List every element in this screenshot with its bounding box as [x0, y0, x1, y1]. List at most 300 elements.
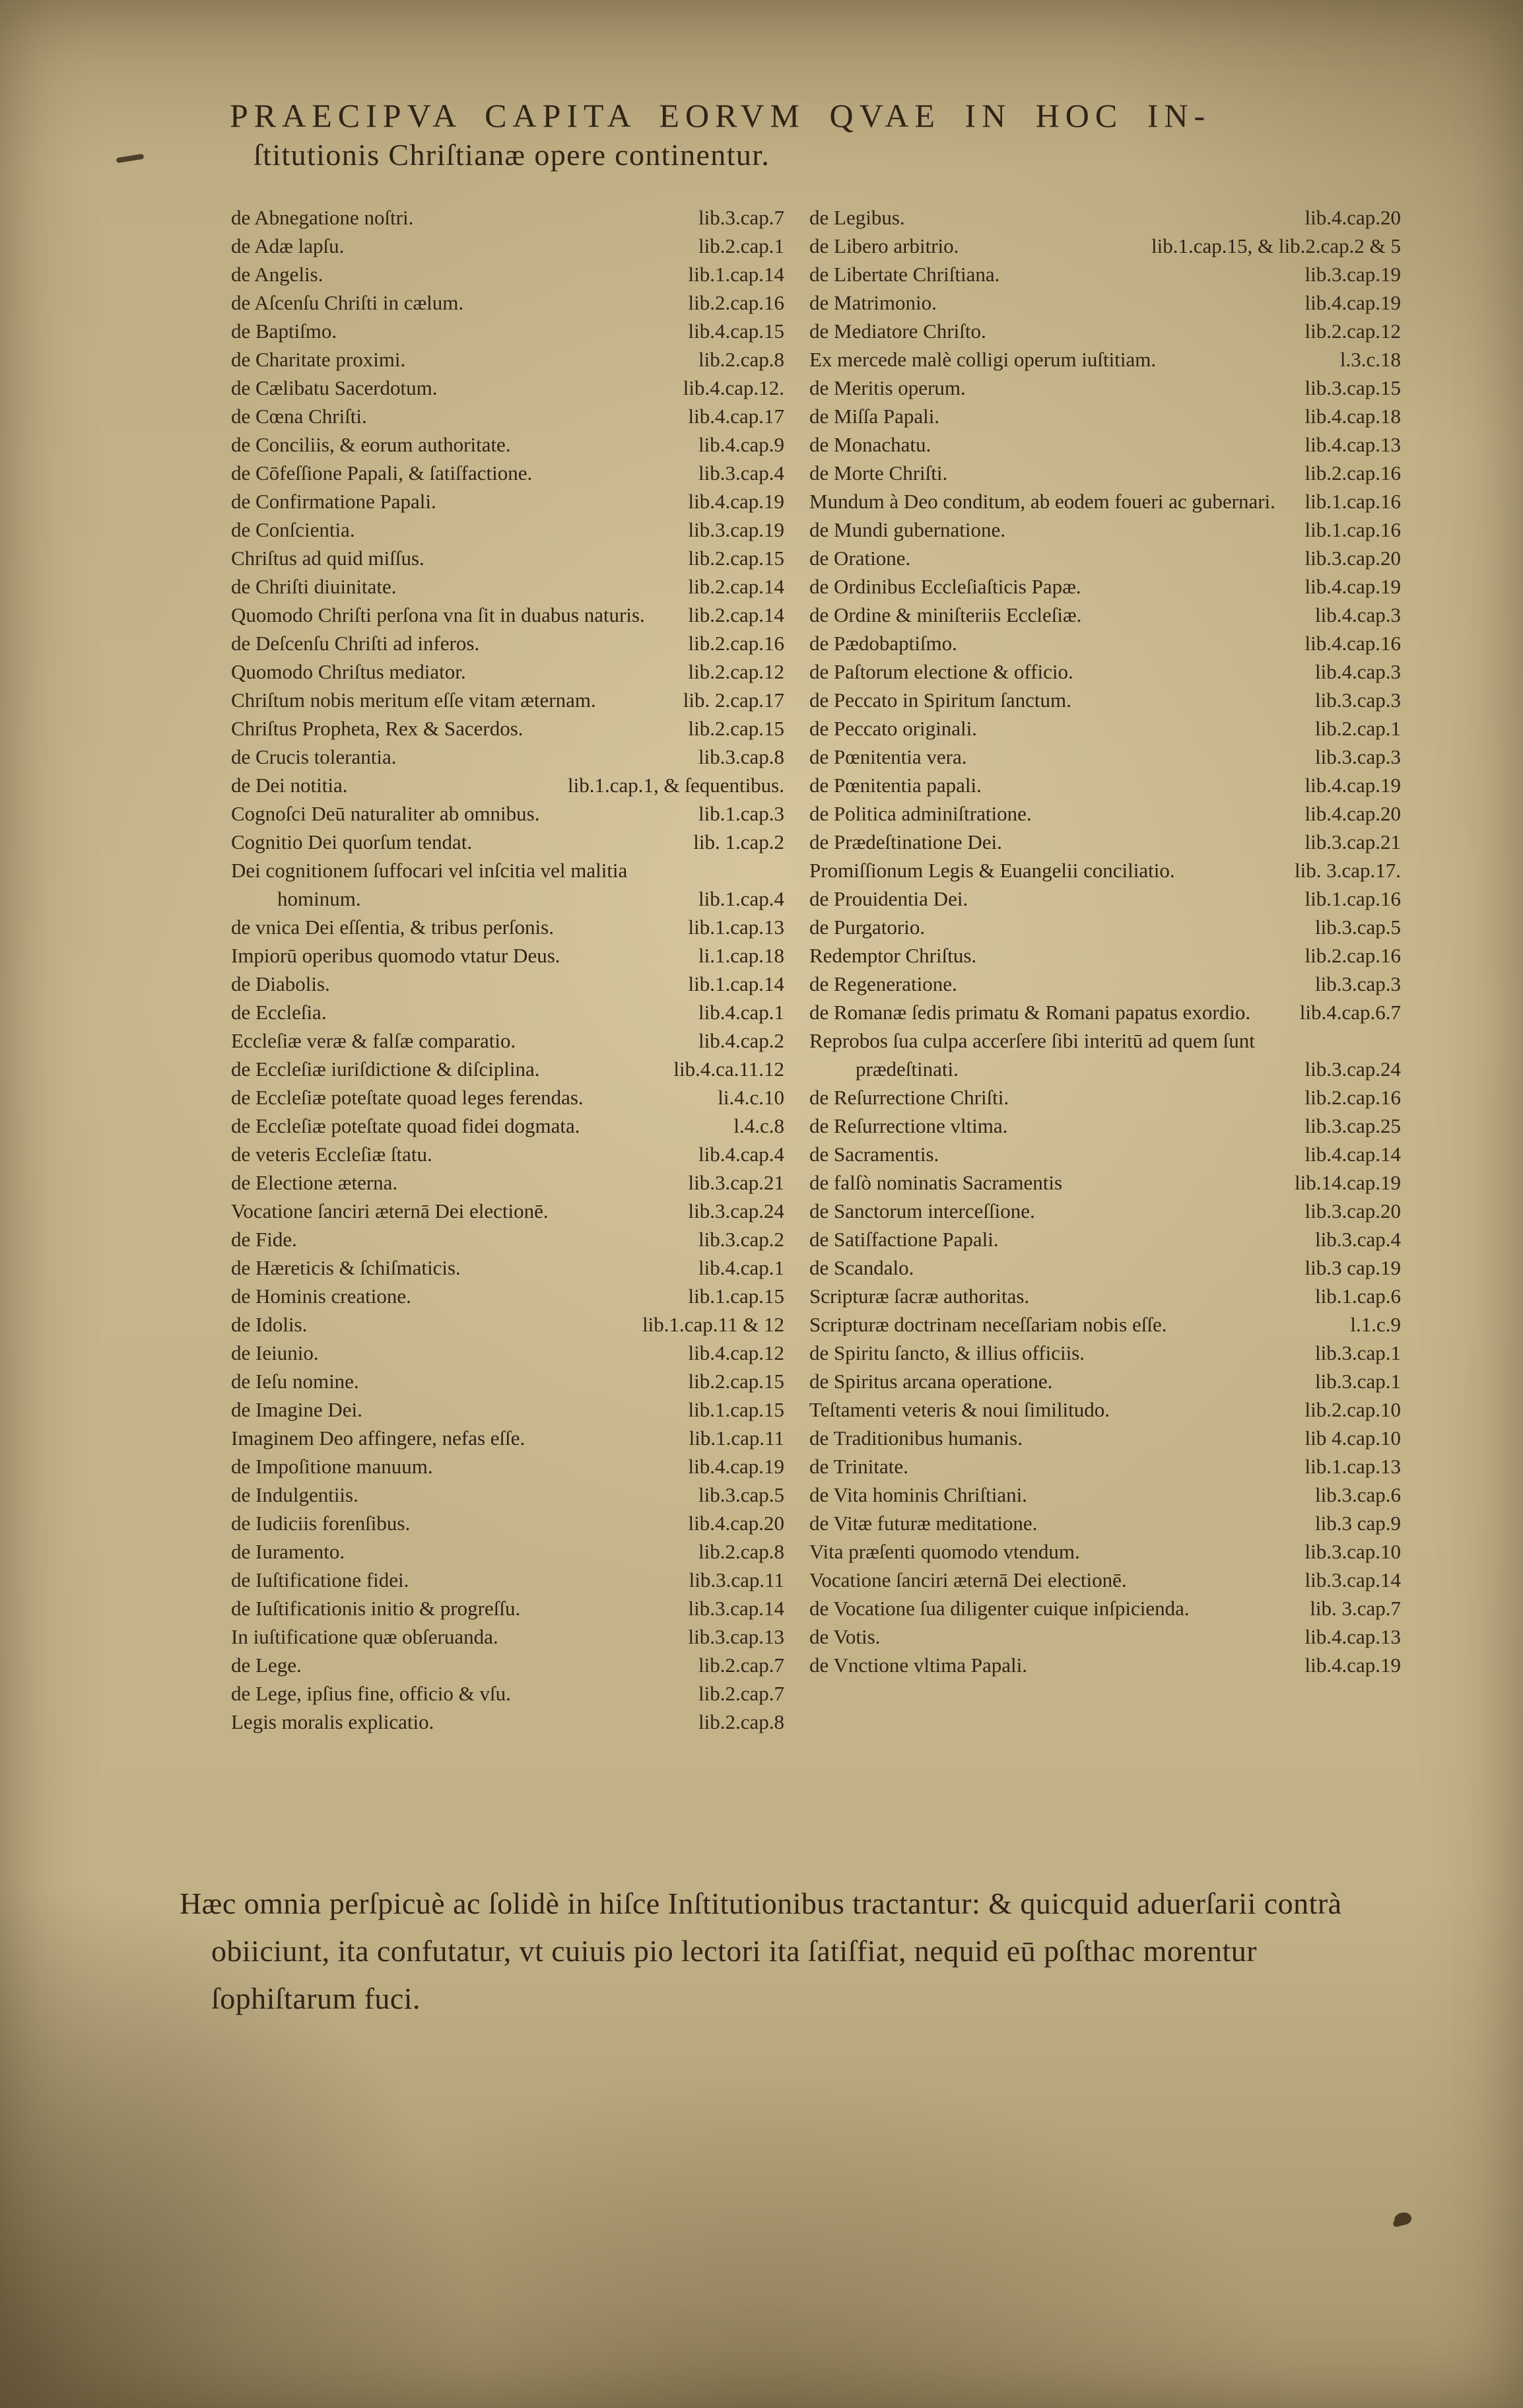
- entry-ref: lib.4.ca.11.12: [673, 1057, 784, 1081]
- entry-ref: lib. 3.cap.17.: [1295, 859, 1401, 882]
- index-entry: [231, 203, 784, 232]
- entry-ref: lib.3.cap.1: [1315, 1370, 1401, 1393]
- entry-ref: lib.4.cap.3: [1315, 603, 1401, 626]
- index-entry: [231, 743, 784, 771]
- entry-title: de Politica adminiſtratione.: [809, 802, 1032, 825]
- entry-ref: lib.2.cap.14: [688, 575, 784, 598]
- entry-ref: lib.4.cap.3: [1315, 660, 1401, 683]
- entry-ref: lib.3.cap.25: [1304, 1114, 1401, 1137]
- entry-title: de Imagine Dei.: [231, 1398, 362, 1421]
- entry-title: de Abnegatione noſtri.: [231, 206, 414, 229]
- entry-title: de Lege.: [231, 1654, 302, 1677]
- index-entry: [809, 970, 1401, 998]
- entry-ref: lib.3 cap.19: [1304, 1256, 1401, 1279]
- entry-title: de Mediatore Chriſto.: [809, 319, 986, 343]
- entry-ref: lib.1.cap.3: [698, 802, 784, 825]
- index-entry: [231, 1026, 784, 1055]
- entry-title: de Conciliis, & eorum authoritate.: [231, 433, 511, 456]
- index-entry: [809, 1509, 1401, 1537]
- entry-title: Redemptor Chriſtus.: [809, 944, 977, 967]
- entry-ref: lib.4.cap.13: [1304, 433, 1401, 456]
- entry-ref: lib.3.cap.5: [1315, 916, 1401, 939]
- entry-title: de Confirmatione Papali.: [231, 490, 436, 513]
- entry-title: de Deſcenſu Chriſti ad inferos.: [231, 632, 480, 655]
- index-entry: [809, 1566, 1401, 1594]
- entry-title: Vocatione ſanciri æternā Dei electionē.: [231, 1199, 549, 1222]
- index-entry: [231, 998, 784, 1026]
- entry-ref: li.4.c.10: [718, 1086, 784, 1109]
- index-entry: [231, 1481, 784, 1509]
- entry-title: de Conſcientia.: [231, 518, 355, 541]
- entry-title: Cognitio Dei quorſum tendat.: [231, 830, 473, 853]
- entry-title: de Ieſu nomine.: [231, 1370, 359, 1393]
- entry-ref: lib.3.cap.3: [1315, 972, 1401, 995]
- entry-title: de Purgatorio.: [809, 916, 926, 939]
- index-entry: [231, 487, 784, 516]
- entry-title: de Satiſfactione Papali.: [809, 1228, 999, 1251]
- index-entry: [231, 1651, 784, 1679]
- entry-title: de Morte Chriſti.: [809, 461, 948, 485]
- entry-title: de Ordinibus Eccleſiaſticis Papæ.: [809, 575, 1081, 598]
- index-entry: [231, 1452, 784, 1481]
- index-entry: [809, 1395, 1401, 1424]
- entry-title: de Sacramentis.: [809, 1143, 939, 1166]
- entry-title: Chriſtus ad quid miſſus.: [231, 547, 424, 570]
- entry-title: de Aſcenſu Chriſti in cælum.: [231, 291, 464, 314]
- closing-paragraph: Hæc omnia perſpicuè ac ſolidè in hiſce Inſtitutionibus tractantur: & quicquid aduerſarii contrà obiiciunt, ita confutatur, vt cuiuis pio lectori ita ſatiſfiat, nequid eū poſthac morentur ſophiſtarum fuci.: [180, 1887, 1342, 2015]
- entry-ref: lib.2.cap.7: [698, 1654, 784, 1677]
- entry-ref: lib.4.cap.12.: [683, 376, 784, 399]
- entry-ref: lib.4.cap.1: [698, 1001, 784, 1024]
- entry-title: de Dei notitia.: [231, 774, 348, 797]
- entry-ref: lib.3 cap.9: [1315, 1512, 1401, 1535]
- index-entry: [231, 601, 784, 629]
- entry-ref: lib.2.cap.1: [698, 234, 784, 257]
- entry-title: de veteris Eccleſiæ ſtatu.: [231, 1143, 432, 1166]
- index-entry: [231, 1679, 784, 1708]
- index-entry: [231, 1622, 784, 1651]
- index-entry: [809, 1339, 1401, 1367]
- entry-title: de Legibus.: [809, 206, 905, 229]
- entry-ref: lib.1.cap.15: [688, 1285, 784, 1308]
- entry-ref: lib.4.cap.14: [1304, 1143, 1401, 1166]
- entry-ref: lib.4.cap.9: [698, 433, 784, 456]
- entry-ref: lib.2.cap.15: [688, 717, 784, 740]
- entry-ref: lib. 2.cap.17: [683, 688, 784, 712]
- entry-title: de Iudiciis forenſibus.: [231, 1512, 411, 1535]
- index-entry: [231, 828, 784, 856]
- entry-title: de Iuſtificatione fidei.: [231, 1568, 409, 1591]
- entry-ref: lib.2.cap.10: [1304, 1398, 1401, 1421]
- entry-title: de Reſurrectione vltima.: [809, 1114, 1008, 1137]
- entry-ref: lib.1.cap.16: [1304, 518, 1401, 541]
- index-entry: [809, 516, 1401, 544]
- entry-title: de Sanctorum interceſſione.: [809, 1199, 1035, 1222]
- index-entry: [231, 1310, 784, 1339]
- index-entry: [809, 1083, 1401, 1112]
- entry-title: Scripturæ ſacræ authoritas.: [809, 1285, 1030, 1308]
- entry-title: de Adæ lapſu.: [231, 234, 345, 257]
- index-entry: [231, 1395, 784, 1424]
- entry-title: de Reſurrectione Chriſti.: [809, 1086, 1009, 1109]
- index-entry: [809, 1367, 1401, 1395]
- index-entry: [809, 345, 1401, 374]
- index-column-right: [809, 203, 1401, 1736]
- index-entry: [231, 913, 784, 941]
- entry-ref: lib.4.cap.18: [1304, 405, 1401, 428]
- index-entry: [809, 686, 1401, 714]
- entry-title: de Peccato in Spiritum ſanctum.: [809, 688, 1071, 712]
- entry-ref: lib.4.cap.19: [688, 1455, 784, 1478]
- index-entry: [809, 1594, 1401, 1622]
- entry-ref: lib.2.cap.16: [1304, 1086, 1401, 1109]
- index-entry: [809, 913, 1401, 941]
- entry-title: de Romanæ ſedis primatu & Romani papatus exordio.: [809, 1001, 1251, 1024]
- index-entry: [809, 203, 1401, 232]
- index-entry: [231, 1424, 784, 1452]
- index-entry: [231, 430, 784, 459]
- entry-ref: lib.3.cap.20: [1304, 1199, 1401, 1222]
- entry-ref: lib.4.cap.13: [1304, 1625, 1401, 1648]
- entry-ref: lib.1.cap.16: [1304, 490, 1401, 513]
- entry-title: de Paſtorum electione & officio.: [809, 660, 1073, 683]
- entry-ref: lib.3.cap.19: [1304, 263, 1401, 286]
- index-entry: [231, 288, 784, 317]
- entry-ref: lib.1.cap.11 & 12: [642, 1313, 784, 1336]
- index-entry: [231, 686, 784, 714]
- entry-ref: lib.3.cap.21: [1304, 830, 1401, 853]
- entry-title: de Chriſti diuinitate.: [231, 575, 397, 598]
- index-entry: [809, 1622, 1401, 1651]
- index-entry: [231, 516, 784, 544]
- entry-title: de Vnctione vltima Papali.: [809, 1654, 1028, 1677]
- index-entry: [809, 487, 1401, 516]
- entry-ref: lib.2.cap.14: [688, 603, 784, 626]
- index-entry: [231, 572, 784, 601]
- entry-ref: lib.3.cap.2: [698, 1228, 784, 1251]
- entry-ref: lib. 1.cap.2: [693, 830, 784, 853]
- index-entry: [809, 572, 1401, 601]
- entry-ref: lib.2.cap.8: [698, 348, 784, 371]
- entry-ref: lib. 3.cap.7: [1310, 1597, 1401, 1620]
- entry-ref: lib.3.cap.3: [1315, 688, 1401, 712]
- index-entry: [231, 714, 784, 743]
- index-entry: [231, 1254, 784, 1282]
- entry-ref: lib.3.cap.10: [1304, 1540, 1401, 1563]
- index-entry: [809, 1651, 1401, 1679]
- index-entry: [809, 1026, 1401, 1083]
- entry-title: de Eccleſiæ poteſtate quoad leges ferendas.: [231, 1086, 584, 1109]
- entry-title: Teſtamenti veteris & noui ſimilitudo.: [809, 1398, 1110, 1421]
- entry-title: de Cōfeſſione Papali, & ſatiſfactione.: [231, 461, 533, 485]
- entry-ref: lib 4.cap.10: [1304, 1426, 1401, 1450]
- entry-ref: l.4.c.8: [733, 1114, 784, 1137]
- page-header: [230, 96, 1392, 172]
- entry-title: Quomodo Chriſtus mediator.: [231, 660, 466, 683]
- entry-title: de vnica Dei eſſentia, & tribus perſonis.: [231, 916, 554, 939]
- entry-ref: lib.1.cap.13: [1304, 1455, 1401, 1478]
- index-entry: [809, 1481, 1401, 1509]
- entry-ref: lib.2.cap.15: [688, 547, 784, 570]
- index-entry: [809, 1537, 1401, 1566]
- entry-title: de Vita hominis Chriſtiani.: [809, 1483, 1027, 1506]
- entry-ref: lib.1.cap.14: [688, 263, 784, 286]
- entry-ref: lib.4.cap.6.7: [1299, 1001, 1401, 1024]
- index-entry: [809, 828, 1401, 856]
- index-columns: [231, 203, 1401, 1736]
- ink-spot: [1393, 2211, 1413, 2227]
- entry-ref: lib.1.cap.15: [688, 1398, 784, 1421]
- index-entry: [231, 1594, 784, 1622]
- entry-title: de Pœnitentia papali.: [809, 774, 982, 797]
- index-entry: [231, 1708, 784, 1736]
- index-entry: [231, 1282, 784, 1310]
- entry-ref: lib.3.cap.14: [688, 1597, 784, 1620]
- entry-ref: lib.1.cap.14: [688, 972, 784, 995]
- entry-title: de Impoſitione manuum.: [231, 1455, 433, 1478]
- entry-title: de Idolis.: [231, 1313, 308, 1336]
- entry-title: de Traditionibus humanis.: [809, 1426, 1023, 1450]
- index-entry: [809, 629, 1401, 657]
- index-entry: [809, 1168, 1401, 1197]
- index-entry: [809, 1282, 1401, 1310]
- index-entry: [231, 345, 784, 374]
- index-entry: [231, 1112, 784, 1140]
- entry-title: de Oratione.: [809, 547, 911, 570]
- entry-title: de Libero arbitrio.: [809, 234, 959, 257]
- entry-title: de Miſſa Papali.: [809, 405, 940, 428]
- entry-title: de Cælibatu Sacerdotum.: [231, 376, 438, 399]
- index-entry: [809, 601, 1401, 629]
- entry-title: de Eccleſia.: [231, 1001, 327, 1024]
- entry-ref: lib.4.cap.19: [1304, 575, 1401, 598]
- entry-title: Legis moralis explicatio.: [231, 1710, 434, 1733]
- entry-title: de Diabolis.: [231, 972, 330, 995]
- entry-ref: lib.3.cap.7: [698, 206, 784, 229]
- entry-ref: lib.2.cap.8: [698, 1540, 784, 1563]
- entry-ref: lib.2.cap.16: [1304, 944, 1401, 967]
- entry-ref: lib.4.cap.19: [1304, 291, 1401, 314]
- margin-dash-mark: [116, 154, 145, 163]
- entry-ref: lib.4.cap.20: [1304, 206, 1401, 229]
- entry-ref: l.1.c.9: [1350, 1313, 1401, 1336]
- entry-title: de Hæreticis & ſchiſmaticis.: [231, 1256, 461, 1279]
- index-entry: [231, 1225, 784, 1254]
- entry-ref: lib.4.cap.17: [688, 405, 784, 428]
- entry-ref: lib.2.cap.15: [688, 1370, 784, 1393]
- entry-ref: lib.2.cap.12: [1304, 319, 1401, 343]
- index-entry: [231, 260, 784, 288]
- index-entry: [231, 771, 784, 799]
- entry-ref: lib.1.cap.6: [1315, 1285, 1401, 1308]
- entry-ref: lib.1.cap.1, & ſequentibus.: [567, 774, 784, 797]
- entry-title: de Matrimonio.: [809, 291, 937, 314]
- index-entry: [809, 799, 1401, 828]
- entry-ref: lib.3.cap.14: [1304, 1568, 1401, 1591]
- entry-title: de Libertate Chriſtiana.: [809, 263, 1000, 286]
- entry-ref: lib.3.cap.4: [1315, 1228, 1401, 1251]
- entry-ref: lib.3.cap.15: [1304, 376, 1401, 399]
- entry-ref: lib.4.cap.20: [1304, 802, 1401, 825]
- entry-title: de Regeneratione.: [809, 972, 957, 995]
- entry-ref: lib.2.cap.16: [688, 291, 784, 314]
- index-entry: [231, 232, 784, 260]
- index-entry: [231, 1509, 784, 1537]
- entry-ref: lib.3.cap.11: [689, 1568, 784, 1591]
- entry-ref: lib.2.cap.7: [698, 1682, 784, 1705]
- entry-ref: lib.3.cap.21: [688, 1171, 784, 1194]
- entry-title: Quomodo Chriſti perſona vna ſit in duabus naturis.: [231, 603, 645, 626]
- index-entry: [809, 374, 1401, 402]
- entry-title: Impiorū operibus quomodo vtatur Deus.: [231, 944, 560, 967]
- entry-ref: lib.2.cap.8: [698, 1710, 784, 1733]
- entry-ref: lib.4.cap.4: [698, 1143, 784, 1166]
- entry-title: In iuſtificatione quæ obſeruanda.: [231, 1625, 498, 1648]
- entry-title: de Cœna Chriſti.: [231, 405, 367, 428]
- index-entry: [809, 1140, 1401, 1168]
- entry-ref: lib.2.cap.12: [688, 660, 784, 683]
- entry-ref: lib.2.cap.16: [1304, 461, 1401, 485]
- index-entry: [231, 402, 784, 430]
- index-entry: [809, 288, 1401, 317]
- index-entry: [231, 799, 784, 828]
- entry-title: de Scandalo.: [809, 1256, 914, 1279]
- index-entry: [231, 1197, 784, 1225]
- entry-title: Mundum à Deo conditum, ab eodem foueri ac gubernari.: [809, 490, 1275, 513]
- entry-title: Imaginem Deo affingere, nefas eſſe.: [231, 1426, 525, 1450]
- entry-title: de Crucis tolerantia.: [231, 745, 397, 768]
- index-entry: [809, 714, 1401, 743]
- entry-ref: lib.3.cap.24: [1304, 1057, 1401, 1081]
- index-column-left: [231, 203, 784, 1736]
- entry-title: de Spiritu ſancto, & illius officiis.: [809, 1341, 1085, 1364]
- entry-ref: lib.3.cap.8: [698, 745, 784, 768]
- entry-ref: lib.4.cap.1: [698, 1256, 784, 1279]
- index-entry: [809, 544, 1401, 572]
- entry-ref: l.3.c.18: [1339, 348, 1401, 371]
- index-entry: [809, 885, 1401, 913]
- index-entry: [809, 430, 1401, 459]
- entry-ref: lib.2.cap.1: [1315, 717, 1401, 740]
- entry-ref: lib.3.cap.3: [1315, 745, 1401, 768]
- index-entry: [809, 743, 1401, 771]
- index-entry: [809, 1225, 1401, 1254]
- entry-ref: lib.3.cap.19: [688, 518, 784, 541]
- entry-title: de Indulgentiis.: [231, 1483, 358, 1506]
- entry-title: Cognoſci Deū naturaliter ab omnibus.: [231, 802, 540, 825]
- entry-title: Scripturæ doctrinam neceſſariam nobis eſſe.: [809, 1313, 1167, 1336]
- entry-ref: lib.3.cap.5: [698, 1483, 784, 1506]
- entry-title: de Electione æterna.: [231, 1171, 398, 1194]
- index-entry: [809, 232, 1401, 260]
- entry-ref: lib.4.cap.19: [1304, 1654, 1401, 1677]
- entry-title: de Peccato originali.: [809, 717, 977, 740]
- index-entry: [231, 1537, 784, 1566]
- entry-ref: lib.1.cap.16: [1304, 887, 1401, 910]
- entry-title: de Meritis operum.: [809, 376, 966, 399]
- index-entry: [231, 970, 784, 998]
- entry-ref: lib.4.cap.16: [1304, 632, 1401, 655]
- entry-ref: lib.3.cap.20: [1304, 547, 1401, 570]
- entry-title: de Ordine & miniſteriis Eccleſiæ.: [809, 603, 1082, 626]
- index-entry: [809, 856, 1401, 885]
- index-entry: [231, 856, 784, 913]
- entry-title: Reprobos ſua culpa accerſere ſibi interitū ad quem ſunt prædeſtinati.: [809, 1029, 1255, 1081]
- index-entry: [231, 459, 784, 487]
- entry-ref: lib.3.cap.24: [688, 1199, 784, 1222]
- index-entry: [809, 998, 1401, 1026]
- entry-title: de Prouidentia Dei.: [809, 887, 968, 910]
- entry-ref: lib.4.cap.2: [698, 1029, 784, 1052]
- index-entry: [231, 629, 784, 657]
- page-subtitle: ſtitutionis Chriſtianæ opere continentur.: [254, 138, 770, 172]
- entry-ref: lib.1.cap.15, & lib.2.cap.2 & 5: [1151, 234, 1401, 257]
- entry-ref: lib.3.cap.1: [1315, 1341, 1401, 1364]
- entry-title: de Vocatione ſua diligenter cuique inſpicienda.: [809, 1597, 1190, 1620]
- index-entry: [231, 1168, 784, 1197]
- entry-title: de Lege, ipſius fine, officio & vſu.: [231, 1682, 511, 1705]
- entry-title: de Spiritus arcana operatione.: [809, 1370, 1053, 1393]
- entry-ref: lib.1.cap.13: [688, 916, 784, 939]
- entry-ref: lib.2.cap.16: [688, 632, 784, 655]
- entry-title: de Vitæ futuræ meditatione.: [809, 1512, 1038, 1535]
- index-entry: [809, 1452, 1401, 1481]
- index-entry: [231, 657, 784, 686]
- entry-ref: lib.1.cap.11: [689, 1426, 784, 1450]
- index-entry: [809, 459, 1401, 487]
- index-entry: [231, 1566, 784, 1594]
- index-entry: [231, 1055, 784, 1083]
- entry-title: de Eccleſiæ iuriſdictione & diſciplina.: [231, 1057, 540, 1081]
- entry-ref: lib.4.cap.20: [688, 1512, 784, 1535]
- index-entry: [809, 1310, 1401, 1339]
- entry-ref: lib.4.cap.19: [688, 490, 784, 513]
- index-entry: [231, 1367, 784, 1395]
- entry-title: de Pædobaptiſmo.: [809, 632, 957, 655]
- entry-title: de Hominis creatione.: [231, 1285, 411, 1308]
- entry-ref: lib.3.cap.6: [1315, 1483, 1401, 1506]
- index-entry: [231, 941, 784, 970]
- index-entry: [809, 657, 1401, 686]
- index-entry: [809, 1112, 1401, 1140]
- entry-ref: lib.3.cap.13: [688, 1625, 784, 1648]
- index-entry: [231, 1339, 784, 1367]
- entry-title: Vocatione ſanciri æternā Dei electionē.: [809, 1568, 1127, 1591]
- index-entry: [809, 1254, 1401, 1282]
- entry-title: de Eccleſiæ poteſtate quoad fidei dogmata.: [231, 1114, 580, 1137]
- entry-ref: lib.3.cap.4: [698, 461, 784, 485]
- entry-title: de Angelis.: [231, 263, 323, 286]
- entry-title: de Iuſtificationis initio & progreſſu.: [231, 1597, 521, 1620]
- page-title: PRAECIPVA CAPITA EORVM QVAE IN HOC IN-: [230, 97, 1211, 134]
- entry-ref: lib.1.cap.4: [698, 887, 784, 910]
- entry-ref: lib.14.cap.19: [1295, 1171, 1401, 1194]
- entry-title: de Votis.: [809, 1625, 881, 1648]
- entry-title: de Prædeſtinatione Dei.: [809, 830, 1002, 853]
- entry-title: de Monachatu.: [809, 433, 931, 456]
- entry-title: de Trinitate.: [809, 1455, 908, 1478]
- entry-title: Ex mercede malè colligi operum iuſtitiam.: [809, 348, 1157, 371]
- index-entry: [231, 544, 784, 572]
- index-entry: [231, 1083, 784, 1112]
- index-entry: [809, 771, 1401, 799]
- entry-title: Vita præſenti quomodo vtendum.: [809, 1540, 1080, 1563]
- entry-title: de falſò nominatis Sacramentis: [809, 1171, 1063, 1194]
- entry-ref: lib.4.cap.19: [1304, 774, 1401, 797]
- entry-ref: lib.4.cap.15: [688, 319, 784, 343]
- index-entry: [809, 260, 1401, 288]
- index-entry: [809, 402, 1401, 430]
